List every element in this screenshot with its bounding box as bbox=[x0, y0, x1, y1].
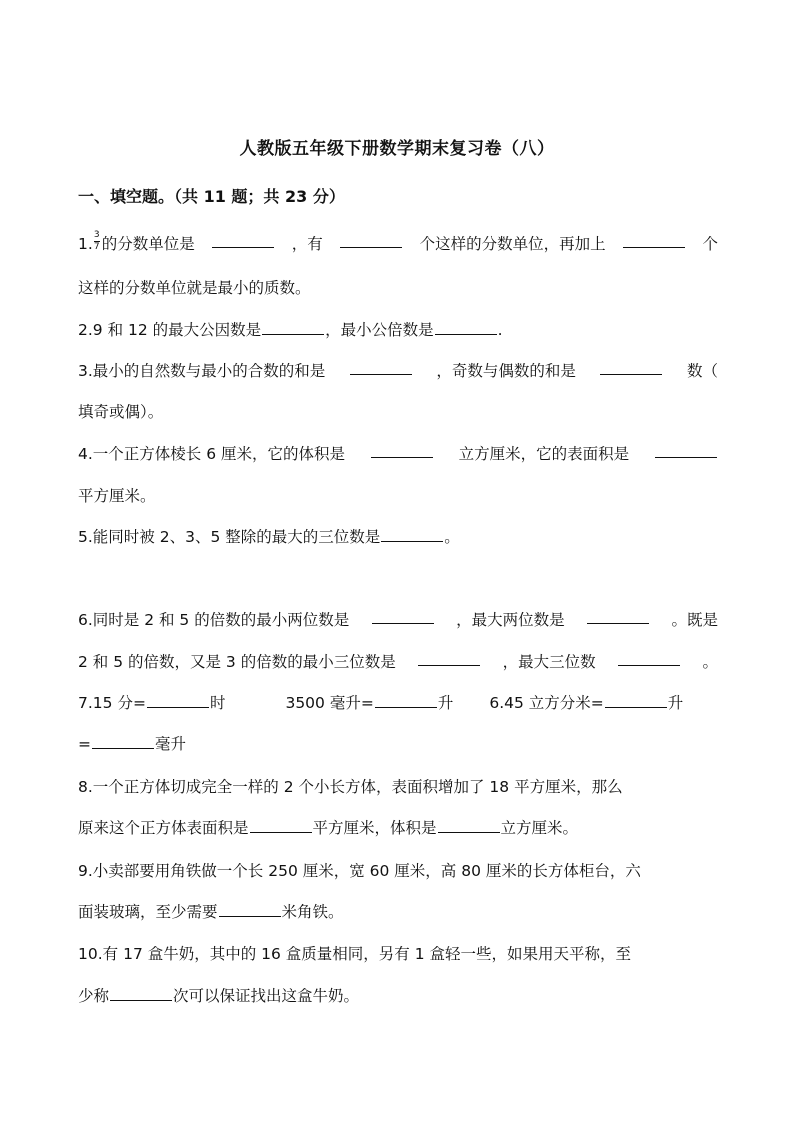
answer-blank[interactable] bbox=[250, 818, 312, 833]
fraction-numerator: 3 bbox=[93, 230, 100, 240]
answer-blank[interactable] bbox=[418, 651, 480, 666]
question-4-line-2: 平方厘米。 bbox=[78, 487, 156, 505]
answer-blank[interactable] bbox=[92, 734, 154, 749]
question-2: 2.9 和 12 的最大公因数是 ，最小公倍数是 . bbox=[78, 321, 503, 339]
answer-blank[interactable] bbox=[618, 651, 680, 666]
question-6-line-1: 6.同时是 2 和 5 的倍数的最小两位数是 ，最大两位数是 。既是 bbox=[78, 611, 718, 629]
answer-blank[interactable] bbox=[435, 320, 497, 335]
answer-blank[interactable] bbox=[655, 443, 717, 458]
fraction-denominator: 7 bbox=[93, 242, 100, 252]
question-7-line-2: = 毫升 bbox=[78, 735, 187, 753]
question-7-line-1: 7.15 分= 时 3500 毫升= 升 6.45 立方分米= 升 bbox=[78, 694, 684, 712]
question-1-line-1: 1. $\frac{3}{7}$ 的分数单位是 ，有 个这样的分数单位，再加上 个 bbox=[78, 230, 718, 253]
answer-blank[interactable] bbox=[438, 818, 500, 833]
answer-blank[interactable] bbox=[262, 320, 324, 335]
question-1-line-2: 这样的分数单位就是最小的质数。 bbox=[78, 279, 311, 297]
answer-blank[interactable] bbox=[212, 233, 274, 248]
answer-blank[interactable] bbox=[371, 443, 433, 458]
answer-blank[interactable] bbox=[372, 609, 434, 624]
question-4-line-1: 4.一个正方体棱长 6 厘米，它的体积是 立方厘米，它的表面积是 bbox=[78, 443, 718, 465]
question-9-line-2: 面装玻璃，至少需要 米角铁。 bbox=[78, 903, 344, 921]
question-3-line-1: 3.最小的自然数与最小的合数的和是 ，奇数与偶数的和是 数（ bbox=[78, 362, 718, 380]
page-title: 人教版五年级下册数学期末复习卷（八） bbox=[239, 139, 555, 159]
question-number: 1. bbox=[78, 235, 93, 253]
section-heading: 一、填空题。（共 11 题；共 23 分） bbox=[78, 187, 345, 206]
question-10-line-1: 10.有 17 盒牛奶，其中的 16 盒质量相同，另有 1 盒轻一些，如果用天平称，至 bbox=[78, 945, 632, 963]
answer-blank[interactable] bbox=[147, 693, 209, 708]
question-6-line-2: 2 和 5 的倍数，又是 3 的倍数的最小三位数是 ，最大三位数 。 bbox=[78, 653, 718, 671]
question-8-line-2: 原来这个正方体表面积是 平方厘米，体积是 立方厘米。 bbox=[78, 819, 579, 837]
question-3-line-2: 填奇或偶）。 bbox=[78, 403, 164, 421]
answer-blank[interactable] bbox=[600, 360, 662, 375]
question-5: 5.能同时被 2、3、5 整除的最大的三位数是 。 bbox=[78, 528, 460, 546]
answer-blank[interactable] bbox=[587, 609, 649, 624]
answer-blank[interactable] bbox=[375, 693, 437, 708]
answer-blank[interactable] bbox=[219, 902, 281, 917]
answer-blank[interactable] bbox=[350, 360, 412, 375]
answer-blank[interactable] bbox=[623, 233, 685, 248]
answer-blank[interactable] bbox=[381, 527, 443, 542]
question-9-line-1: 9.小卖部要用角铁做一个长 250 厘米，宽 60 厘米，高 80 厘米的长方体柜台，六 bbox=[78, 862, 641, 880]
fraction bbox=[94, 231, 100, 252]
answer-blank[interactable] bbox=[340, 233, 402, 248]
question-10-line-2: 少称 次可以保证找出这盒牛奶。 bbox=[78, 987, 360, 1005]
answer-blank[interactable] bbox=[605, 693, 667, 708]
answer-blank[interactable] bbox=[110, 986, 172, 1001]
question-8-line-1: 8.一个正方体切成完全一样的 2 个小长方体，表面积增加了 18 平方厘米，那么 bbox=[78, 778, 623, 796]
